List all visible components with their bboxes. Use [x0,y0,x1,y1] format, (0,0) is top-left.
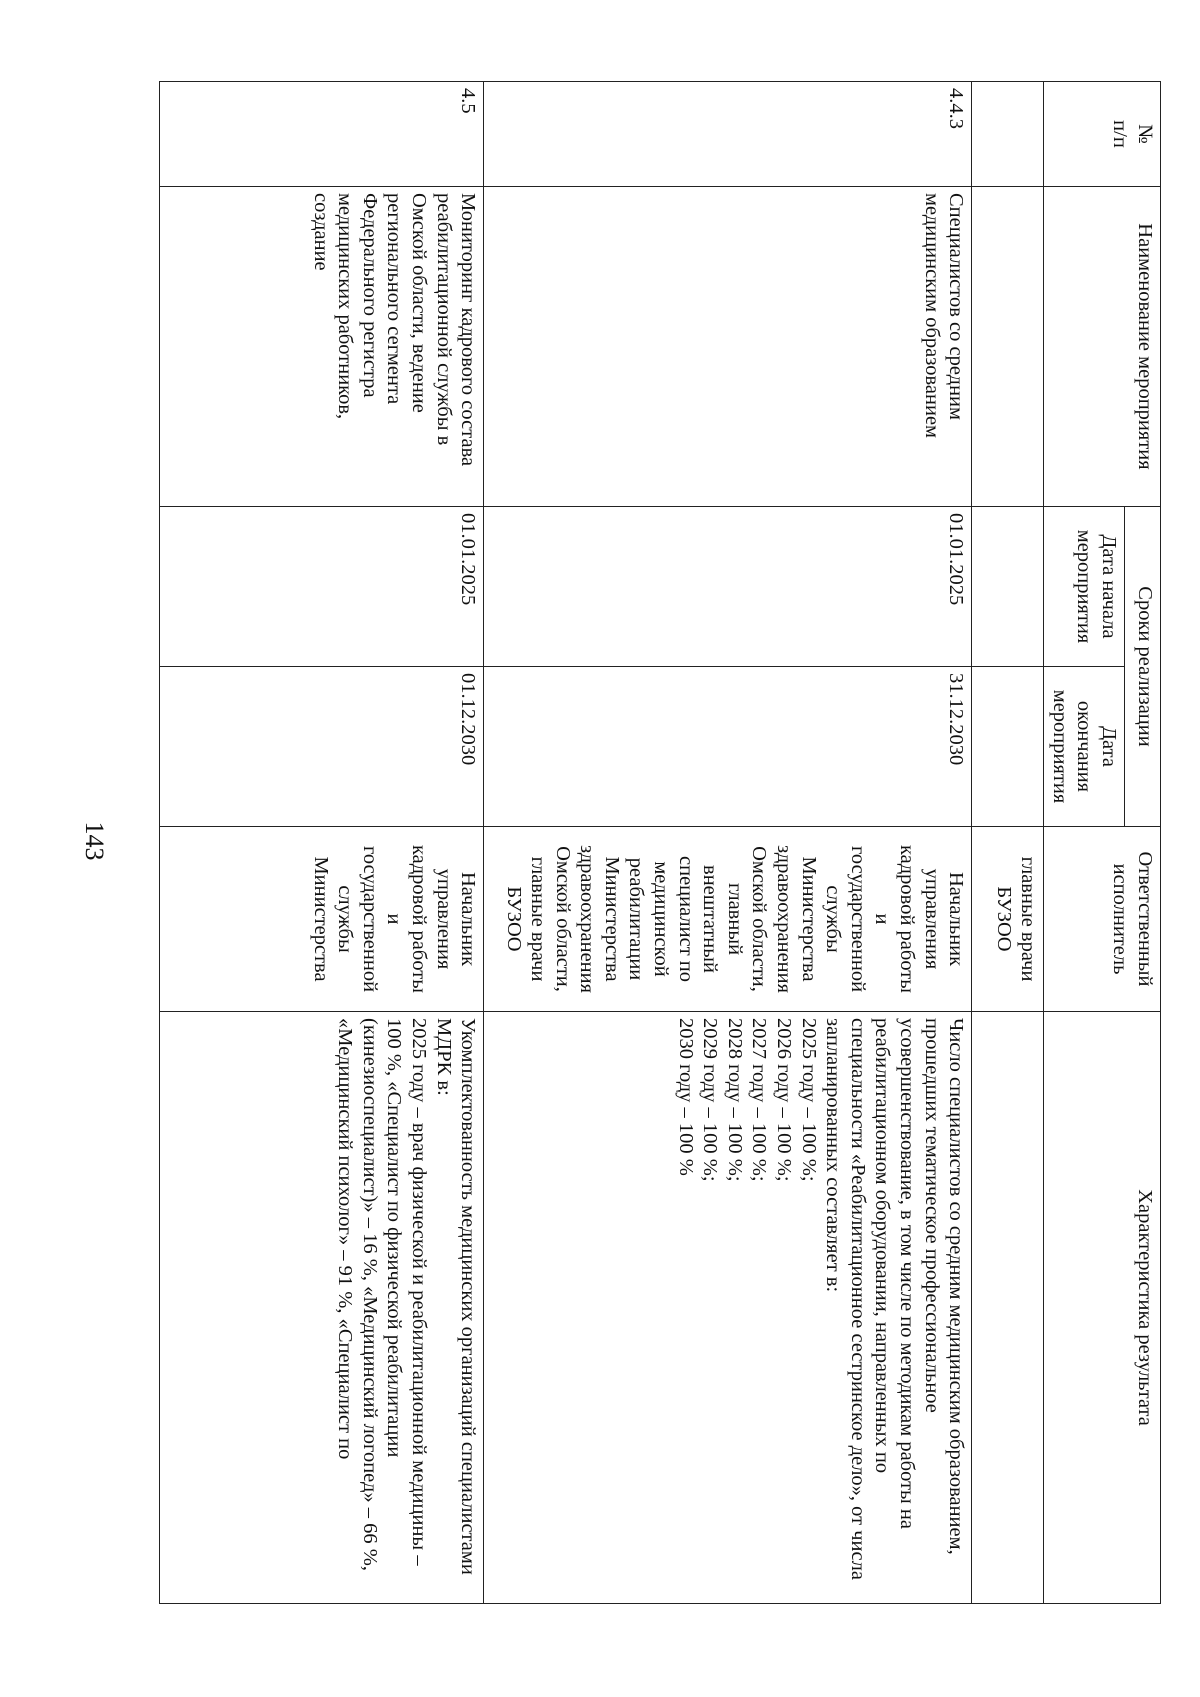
cell-result: Укомплектованность медицинских организаций специалистами МДРК в: 2025 году – врач физической и реабилитационной медицины – 100 %, «Специалист по физической реабилитации (кинезиоспециалист)» – 16 %, «Медицинский логопед» – 66 %, «Медицинский психолог» – 91 %, «Специалист по [160,1012,484,1604]
table-container [159,81,1161,1603]
table-row [484,82,972,1604]
measures-table [159,81,1161,1604]
cell-name: Специалистов со средним медицинским образованием [484,187,972,507]
cell-result: Число специалистов со средним медицинским образованием, прошедших тематическое профессиональное усовершенствование, в том числе по методикам работы на реабилитационном оборудовании, направленных по специальности «Реабилитационное сестринское дело», от числа запланированных составляет в: 2025 году – 100 %; 2026 году – 100 %; 2027 году – 100 %; 2028 году – 100 %; 2029 году – 100 %; 2030 году – 100 % [484,1012,972,1604]
cell-start-date: 01.01.2025 [484,507,972,667]
cell-result [972,1012,1044,1604]
cell-start-date [972,507,1044,667]
header-name: Наименование мероприятия [1044,187,1161,507]
cell-end-date: 31.12.2030 [484,667,972,827]
cell-end-date: 01.12.2030 [160,667,484,827]
table-row [160,82,484,1604]
header-num: № п/п [1044,82,1161,187]
page-number: 143 [80,821,109,861]
header-terms: Сроки реализации [1125,507,1161,827]
cell-responsible: Начальник управления кадровой работы и государственной службы Министерства [160,827,484,1012]
table-row [972,82,1044,1604]
cell-num [972,82,1044,187]
header-end-date: Дата окончания мероприятия [1044,667,1125,827]
cell-responsible: главные врачи БУЗОО [972,827,1044,1012]
cell-name: Мониторинг кадрового состава реабилитационной службы в Омской области, ведение регионального сегмента Федерального регистра медицинских работников, создание [160,187,484,507]
cell-responsible: Начальник управления кадровой работы и государственной службы Министерства здравоохранения Омской области, главный внештатный специалист по медицинской реабилитации Министерства здравоохранения Омской области, главные врачи БУЗОО [484,827,972,1012]
cell-num: 4.4.3 [484,82,972,187]
cell-num: 4.5 [160,82,484,187]
cell-name [972,187,1044,507]
header-start-date: Дата начала мероприятия [1044,507,1125,667]
cell-start-date: 01.01.2025 [160,507,484,667]
header-responsible: Ответственный исполнитель [1044,827,1161,1012]
header-result: Характеристика результата [1044,1012,1161,1604]
cell-end-date [972,667,1044,827]
